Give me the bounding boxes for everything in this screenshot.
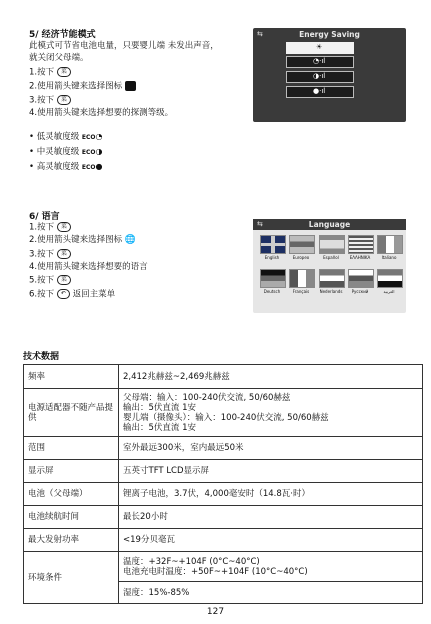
flag-english[interactable] <box>260 235 286 254</box>
language-name-english: English <box>264 255 280 260</box>
temp-line-2: 电池充电时温度：+50F~+104F (10°C~40°C) <box>123 566 308 577</box>
language-step-5-text: 5.按下 <box>29 275 55 286</box>
language-name-deutsch: Deutsch <box>263 289 281 294</box>
language-name-francais: Français <box>292 289 310 294</box>
language-name-arabic: العربية <box>383 289 395 294</box>
eco-baby-high-icon: ● <box>95 162 103 171</box>
sensitivity-high <box>29 161 103 173</box>
energy-saving-screen <box>253 28 406 122</box>
row-value-battery-life: 最长20小时 <box>119 506 423 529</box>
adapter-line-1: 父母端：输入：100-240伏交流, 50/60赫兹 <box>123 392 291 403</box>
page-number: 127 <box>206 607 225 617</box>
flag-italiano[interactable] <box>377 235 403 254</box>
language-name-espanol: Español <box>323 255 339 260</box>
row-label-adapter: 电源适配器不随产品提供 <box>24 389 119 437</box>
sensitivity-low-label: • 低灵敏度级 <box>29 132 80 142</box>
eco-baby-low-icon: ◔ <box>95 132 103 141</box>
language-name-europeo: Europeo <box>292 255 310 260</box>
baby-medium-icon: ◑·ıl <box>313 72 326 80</box>
table-row <box>24 506 423 529</box>
flag-greek[interactable] <box>348 235 374 254</box>
energy-step-3-text: 3.按下 <box>29 95 55 106</box>
language-name-russian: Русский <box>351 289 369 294</box>
energy-heading: 5/ 经济节能模式 <box>29 30 96 40</box>
energy-option-off[interactable] <box>286 42 354 54</box>
sensitivity-low <box>29 131 103 143</box>
row-label-display: 显示屏 <box>24 460 119 483</box>
row-value-range: 室外最远300米，室内最远50米 <box>119 437 423 460</box>
language-heading: 6/ 语言 <box>29 212 60 222</box>
row-label-battery-life: 电池续航时间 <box>24 506 119 529</box>
back-icon: ⇆ <box>257 30 263 38</box>
tech-heading: 技术数据 <box>23 352 60 362</box>
language-name-italiano: Italiano <box>381 255 397 260</box>
bulb-icon: ☀ <box>316 43 323 51</box>
language-step-3-text: 3.按下 <box>29 249 55 260</box>
energy-option-high[interactable] <box>286 86 354 98</box>
row-value-frequency: 2,412兆赫兹~2,469兆赫兹 <box>119 365 423 389</box>
temp-line-1: 温度：+32F~+104F (0°C~40°C) <box>123 556 260 567</box>
energy-step-2-text: 2.使用箭头键来选择图标 <box>29 81 123 92</box>
energy-step-3 <box>29 95 71 107</box>
language-name-nederlands: Nederlands <box>319 289 343 294</box>
table-row <box>24 529 423 552</box>
energy-screen-title: Energy Saving <box>299 30 360 39</box>
table-row <box>24 389 423 437</box>
language-screen <box>253 219 406 313</box>
table-row <box>24 365 423 389</box>
flag-russian[interactable] <box>348 269 374 288</box>
row-value-temperature <box>119 552 423 582</box>
row-value-max-power: <19分贝毫瓦 <box>119 529 423 552</box>
language-screen-title: Language <box>308 220 351 229</box>
menu-key-icon: 菜 <box>57 275 71 285</box>
flag-arabic[interactable] <box>377 269 403 288</box>
row-label-battery: 电池（父母端） <box>24 483 119 506</box>
adapter-line-2: 输出：5伏直流 1安 <box>123 402 197 413</box>
row-label-frequency: 频率 <box>24 365 119 389</box>
menu-key-icon: 菜 <box>57 67 71 77</box>
energy-option-low[interactable] <box>286 56 354 68</box>
eco-label: ECO <box>81 149 96 156</box>
eco-label: ECO <box>81 164 96 171</box>
adapter-line-4: 输出：5伏直流 1安 <box>123 422 197 433</box>
row-value-display: 五英寸TFT LCD显示屏 <box>119 460 423 483</box>
table-row <box>24 437 423 460</box>
sensitivity-medium-label: • 中灵敏度级 <box>29 147 80 157</box>
return-key-icon: ↶ <box>57 289 70 299</box>
energy-step-1-text: 1.按下 <box>29 67 55 78</box>
back-icon: ⇆ <box>257 220 263 228</box>
language-step-3 <box>29 249 71 261</box>
energy-step-1 <box>29 67 71 79</box>
flag-espanol[interactable] <box>319 235 345 254</box>
energy-step-2 <box>29 81 136 93</box>
baby-high-icon: ●·ıl <box>313 87 326 95</box>
language-step-1-text: 1.按下 <box>29 222 55 233</box>
row-value-adapter <box>119 389 423 437</box>
table-row <box>24 460 423 483</box>
baby-low-icon: ◔·ıl <box>313 57 326 65</box>
eco-label: ECO <box>81 134 96 141</box>
energy-intro-line1: 此模式可节省电池电量，只要婴儿端 未发出声音， <box>29 41 219 51</box>
energy-mode-icon <box>125 81 136 91</box>
energy-step-4: 4.使用箭头键来选择想要的探测等级。 <box>29 108 174 118</box>
energy-option-medium[interactable] <box>286 71 354 83</box>
row-label-max-power: 最大发射功率 <box>24 529 119 552</box>
menu-key-icon: 菜 <box>57 222 71 232</box>
language-globe-icon: 🌐 <box>124 235 137 245</box>
flag-europeo[interactable] <box>289 235 315 254</box>
row-value-battery: 锂离子电池，3.7伏，4,000毫安时（14.8瓦·时） <box>119 483 423 506</box>
flag-deutsch[interactable] <box>260 269 286 288</box>
tech-table <box>23 364 423 604</box>
language-step-6 <box>29 289 115 301</box>
sensitivity-medium <box>29 146 103 158</box>
flag-francais[interactable] <box>289 269 315 288</box>
language-name-greek: ΕΛΛΗΝΙΚΑ <box>349 255 371 260</box>
adapter-line-3: 婴儿端（摄像头）：输入：100-240伏交流, 50/60赫兹 <box>123 412 329 423</box>
table-row <box>24 483 423 506</box>
language-step-5 <box>29 275 71 287</box>
energy-intro-line2: 就关闭父母端。 <box>29 53 89 63</box>
menu-key-icon: 菜 <box>57 95 71 105</box>
sensitivity-high-label: • 高灵敏度级 <box>29 162 80 172</box>
language-step-6-text: 6.按下 <box>29 289 55 300</box>
row-label-range: 范围 <box>24 437 119 460</box>
flag-nederlands[interactable] <box>319 269 345 288</box>
row-label-environment: 环境条件 <box>24 552 119 604</box>
table-row <box>24 552 423 582</box>
language-step-2 <box>29 235 136 246</box>
menu-key-icon: 菜 <box>57 249 71 259</box>
eco-baby-medium-icon: ◑ <box>95 147 103 156</box>
language-step-2-text: 2.使用箭头键来选择图标 <box>29 235 123 245</box>
language-step-4: 4.使用箭头键来选择想要的语言 <box>29 262 148 272</box>
language-step-6-suffix: 返回主菜单 <box>72 289 116 300</box>
language-step-1 <box>29 222 71 234</box>
row-value-humidity: 湿度：15%-85% <box>119 582 423 604</box>
